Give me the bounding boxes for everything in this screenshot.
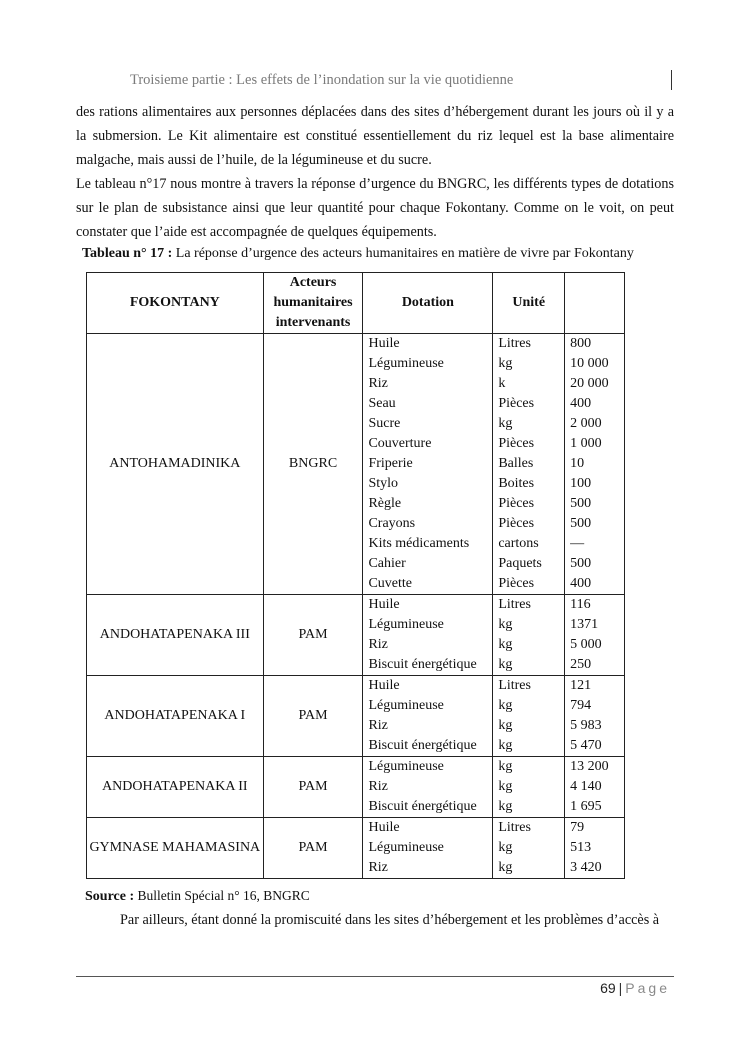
quantite-item: 800 xyxy=(570,336,592,351)
dotation-item: Riz xyxy=(368,860,388,875)
unite-item: Litres xyxy=(498,597,531,612)
paragraph-2: Le tableau n°17 nous montre à travers la réponse d’urgence du BNGRC, les différents types de dotations sur le plan de subsistance ainsi que leur quantité pour chaque Fokontany. Comme on le voit, on peut constater que l’aide est accompagnée de quelques équipements. xyxy=(76,176,674,240)
unite-item: k xyxy=(498,376,506,391)
dotation-table xyxy=(86,272,625,879)
header-dotation: Dotation xyxy=(363,273,493,334)
quantite-item: 500 xyxy=(570,516,592,531)
dotation-item: Riz xyxy=(368,376,388,391)
table-row xyxy=(87,595,625,676)
quantite-item: 116 xyxy=(570,597,591,612)
unite-item: kg xyxy=(498,698,513,713)
unite-item: Litres xyxy=(498,336,531,351)
table-caption xyxy=(82,244,682,264)
dotation-item: Sucre xyxy=(368,416,401,431)
unite-item: kg xyxy=(498,738,513,753)
unite-cell xyxy=(493,595,565,676)
acteur-cell: PAM xyxy=(263,676,363,757)
fokontany-cell: ANDOHATAPENAKA I xyxy=(87,676,264,757)
header-acteurs: Acteurs humanitaires intervenants xyxy=(263,273,363,334)
table-row xyxy=(87,334,625,595)
quantite-item: 1 000 xyxy=(570,436,602,451)
quantite-cell xyxy=(565,676,625,757)
quantite-item: 121 xyxy=(570,678,592,693)
quantite-item: 100 xyxy=(570,476,592,491)
dotation-item: Biscuit énergétique xyxy=(368,799,477,814)
dotation-cell xyxy=(363,757,493,818)
quantite-item: — xyxy=(570,536,585,551)
unite-item: Boites xyxy=(498,476,535,491)
unite-item: Pièces xyxy=(498,436,535,451)
unite-cell xyxy=(493,818,565,879)
unite-item: kg xyxy=(498,779,513,794)
quantite-item: 5 000 xyxy=(570,637,602,652)
quantite-item: 1 695 xyxy=(570,799,602,814)
acteur-cell: PAM xyxy=(263,595,363,676)
quantite-cell xyxy=(565,595,625,676)
source-text: Bulletin Spécial n° 16, BNGRC xyxy=(134,888,310,903)
unite-item: kg xyxy=(498,617,513,632)
dotation-item: Biscuit énergétique xyxy=(368,738,477,753)
fokontany-cell: ANDOHATAPENAKA III xyxy=(87,595,264,676)
quantite-item: 3 420 xyxy=(570,860,602,875)
unite-item: Balles xyxy=(498,456,534,471)
dotation-item: Riz xyxy=(368,718,388,733)
unite-item: kg xyxy=(498,637,513,652)
unite-item: kg xyxy=(498,416,513,431)
unite-item: Pièces xyxy=(498,496,535,511)
header-fokontany: FOKONTANY xyxy=(87,273,264,334)
dotation-item: Règle xyxy=(368,496,402,511)
unite-item: Pièces xyxy=(498,516,535,531)
unite-item: Litres xyxy=(498,820,531,835)
header-quantite xyxy=(565,273,625,334)
dotation-item: Stylo xyxy=(368,476,399,491)
table-row xyxy=(87,818,625,879)
quantite-item: 10 000 xyxy=(570,356,609,371)
unite-cell xyxy=(493,334,565,595)
quantite-item: 79 xyxy=(570,820,585,835)
dotation-item: Légumineuse xyxy=(368,759,444,774)
quantite-item: 250 xyxy=(570,657,592,672)
quantite-item: 10 xyxy=(570,456,585,471)
running-header: Troisieme partie : Les effets de l’inondation sur la vie quotidienne xyxy=(130,72,514,88)
table-body xyxy=(87,334,625,879)
dotation-item: Couverture xyxy=(368,436,432,451)
unite-item: Paquets xyxy=(498,556,542,571)
dotation-item: Cuvette xyxy=(368,576,412,591)
header-divider xyxy=(671,70,672,90)
dotation-item: Huile xyxy=(368,820,400,835)
footer-divider xyxy=(76,976,674,977)
unite-item: kg xyxy=(498,860,513,875)
table-row xyxy=(87,757,625,818)
unite-item: kg xyxy=(498,657,513,672)
header-unite: Unité xyxy=(493,273,565,334)
dotation-item: Légumineuse xyxy=(368,617,444,632)
dotation-item: Légumineuse xyxy=(368,356,444,371)
quantite-cell xyxy=(565,757,625,818)
dotation-item: Cahier xyxy=(368,556,406,571)
unite-item: Pièces xyxy=(498,576,535,591)
unite-item: kg xyxy=(498,799,513,814)
footer-separator: | xyxy=(618,980,623,996)
dotation-item: Crayons xyxy=(368,516,416,531)
unite-item: Pièces xyxy=(498,396,535,411)
body-text xyxy=(76,100,674,244)
unite-cell xyxy=(493,676,565,757)
dotation-item: Seau xyxy=(368,396,396,411)
fokontany-cell: GYMNASE MAHAMASINA xyxy=(87,818,264,879)
quantite-item: 400 xyxy=(570,396,592,411)
quantite-item: 513 xyxy=(570,840,592,855)
acteur-cell: BNGRC xyxy=(263,334,363,595)
quantite-item: 5 983 xyxy=(570,718,602,733)
paragraph-1: des rations alimentaires aux personnes déplacées dans des sites d’hébergement durant les jours où il y a la submersion. Le Kit alimentaire est constitué essentiellement du riz lequel est la base alimentaire malgache, mais aussi de l’huile, de la légumineuse et du sucre. xyxy=(76,104,674,168)
page-footer xyxy=(600,980,670,996)
quantite-item: 794 xyxy=(570,698,592,713)
quantite-cell xyxy=(565,818,625,879)
quantite-item: 500 xyxy=(570,496,592,511)
fokontany-cell: ANTOHAMADINIKA xyxy=(87,334,264,595)
page-number: 69 xyxy=(600,980,616,996)
quantite-cell xyxy=(565,334,625,595)
dotation-item: Huile xyxy=(368,597,400,612)
dotation-item: Huile xyxy=(368,336,400,351)
dotation-item: Légumineuse xyxy=(368,840,444,855)
dotation-cell xyxy=(363,818,493,879)
quantite-item: 13 200 xyxy=(570,759,609,774)
quantite-item: 400 xyxy=(570,576,592,591)
fokontany-cell: ANDOHATAPENAKA II xyxy=(87,757,264,818)
unite-item: Litres xyxy=(498,678,531,693)
dotation-item: Riz xyxy=(368,779,388,794)
dotation-cell xyxy=(363,595,493,676)
unite-item: cartons xyxy=(498,536,539,551)
unite-item: kg xyxy=(498,718,513,733)
page-label: Page xyxy=(625,980,670,996)
unite-item: kg xyxy=(498,840,513,855)
quantite-item: 5 470 xyxy=(570,738,602,753)
dotation-item: Friperie xyxy=(368,456,413,471)
table-caption-text: La réponse d’urgence des acteurs humanitaires en matière de vivre par Fokontany xyxy=(172,246,634,261)
unite-cell xyxy=(493,757,565,818)
dotation-item: Riz xyxy=(368,637,388,652)
dotation-item: Kits médicaments xyxy=(368,536,470,551)
dotation-item: Huile xyxy=(368,678,400,693)
dotation-item: Légumineuse xyxy=(368,698,444,713)
table-caption-label: Tableau n° 17 : xyxy=(82,246,173,261)
quantite-item: 500 xyxy=(570,556,592,571)
table-header-row xyxy=(87,273,625,334)
quantite-item: 4 140 xyxy=(570,779,602,794)
source-note xyxy=(85,886,310,907)
unite-item: kg xyxy=(498,356,513,371)
acteur-cell: PAM xyxy=(263,818,363,879)
dotation-cell xyxy=(363,334,493,595)
closing-paragraph: Par ailleurs, étant donné la promiscuité dans les sites d’hébergement et les problèmes d’accès à xyxy=(120,912,660,928)
dotation-cell xyxy=(363,676,493,757)
quantite-item: 20 000 xyxy=(570,376,609,391)
quantite-item: 1371 xyxy=(570,617,599,632)
dotation-item: Biscuit énergétique xyxy=(368,657,477,672)
unite-item: kg xyxy=(498,759,513,774)
acteur-cell: PAM xyxy=(263,757,363,818)
table-row xyxy=(87,676,625,757)
quantite-item: 2 000 xyxy=(570,416,602,431)
source-label: Source : xyxy=(85,889,135,904)
